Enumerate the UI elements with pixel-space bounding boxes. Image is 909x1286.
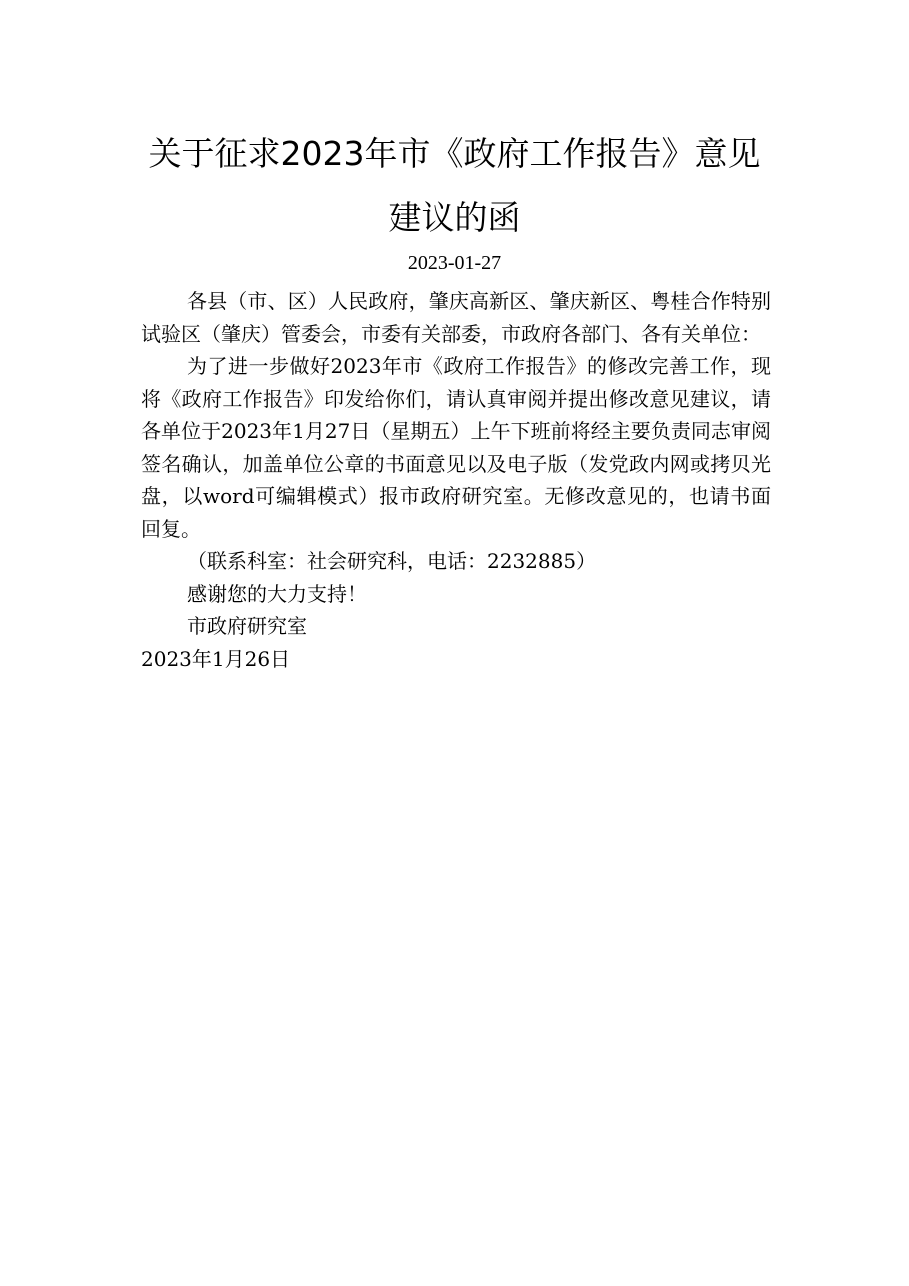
contact-paragraph: （联系科室：社会研究科，电话：2232885） (187, 549, 597, 573)
addressee-paragraph: 各县（市、区）人民政府，肇庆高新区、肇庆新区、粤桂合作特别试验区（肇庆）管委会，市委有关部委，市政府各部门、各有关单位： (141, 289, 771, 346)
document-body (141, 285, 771, 675)
document-title-line-2: 建议的函 (388, 198, 521, 237)
signature: 市政府研究室 (187, 614, 307, 638)
main-paragraph: 为了进一步做好2023年市《政府工作报告》的修改完善工作，现将《政府工作报告》印发给你们，请认真审阅并提出修改意见建议，请各单位于2023年1月27日（星期五）上午下班前将经主要负责同志审阅签名确认，加盖单位公章的书面意见以及电子版（发党政内网或拷贝光盘，以word可编辑模式）报市政府研究室。无修改意见的，也请书面回复。 (141, 354, 771, 541)
sign-date: 2023年1月26日 (141, 646, 291, 671)
thanks-paragraph: 感谢您的大力支持！ (187, 581, 367, 606)
document-title-line-1: 关于征求2023年市《政府工作报告》意见 (148, 134, 761, 173)
publish-date: 2023-01-27 (407, 252, 502, 274)
